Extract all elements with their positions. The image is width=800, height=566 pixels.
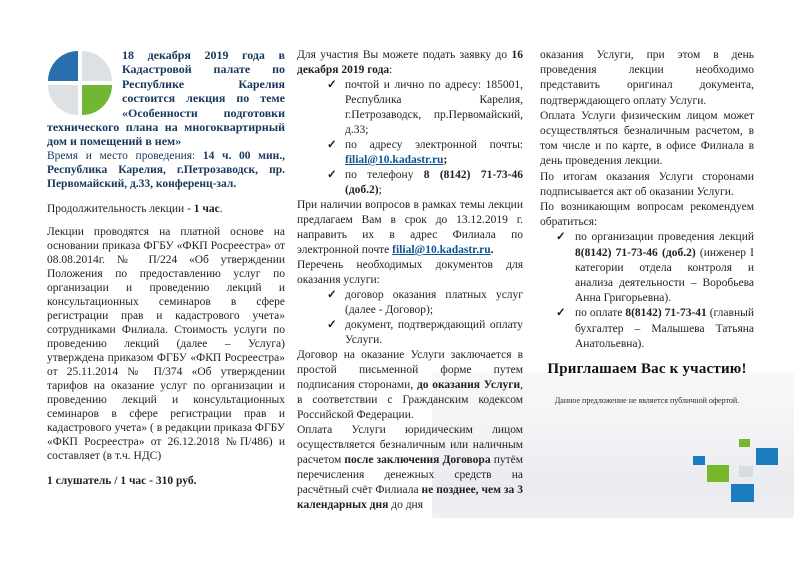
column-application (297, 48, 523, 513)
email-semicolon: ; (443, 154, 448, 166)
org-contact-person: (инженер I категории отдела контроля и анализа деятельности – Воробьева Анна Григорьевна). (575, 246, 755, 305)
apply-colon: : (389, 64, 393, 76)
questions-paragraph (297, 198, 523, 258)
list-item-payment-contact (540, 306, 754, 352)
list-item-postal-address (297, 78, 523, 138)
payment-text: Оплата Услуги юридическим лицом осуществляется безналичным или наличным расчетом (297, 424, 523, 466)
decorative-square-blue-large-2 (731, 484, 754, 502)
contract-tail: , в соответствии с Гражданским кодексом Российской Федерации. (297, 379, 523, 421)
individual-payment-paragraph: Оплата Услуги физическим лицом может осуществляться безналичным расчетом, в том числе и по карте, в офисе Филиала в день проведения лекции. (540, 109, 754, 168)
legal-entity-payment-paragraph (297, 423, 523, 513)
phone-number: 8 (8142) 71-73-46 (доб.2) (345, 169, 523, 196)
venue-label: Время и место проведения: (47, 149, 203, 162)
questions-period: . (490, 244, 494, 256)
invitation-heading: Приглашаем Вас к участию! (547, 361, 747, 378)
checkmark-icon: ✓ (327, 169, 337, 181)
duration-info (47, 202, 285, 216)
list-item-contract (297, 288, 523, 318)
payment-bold-1: после заключения Договора (344, 454, 491, 466)
contacts-list (540, 230, 754, 352)
checkmark-icon: ✓ (556, 231, 566, 244)
pay-contact-person: (главный бухгалтер – Малышева Татьяна Анатольевна). (575, 307, 754, 350)
email-link[interactable]: filial@10.kadastr.ru (392, 244, 491, 256)
offer-disclaimer: Данное предложение не является публичной офертой. (554, 396, 740, 406)
org-contact-label: по организации проведения лекций (575, 231, 754, 244)
checkmark-icon: ✓ (327, 289, 337, 301)
decorative-square-gray (739, 466, 753, 477)
email-label: по адресу электронной почты: (345, 139, 523, 151)
apply-deadline: 16 декабря 2019 года (297, 49, 523, 76)
org-contact-phone: 8(8142) 71-73-46 (доб.2) (575, 246, 696, 259)
list-item-organization-contact (540, 230, 754, 306)
checkmark-icon: ✓ (327, 319, 337, 331)
column-announcement (47, 48, 285, 488)
lecture-announcement (47, 48, 285, 149)
service-day-paragraph: оказания Услуги, при этом в день проведения лекции необходимо представить оригинал документа, подтверждающего оплату Услуги. (540, 49, 754, 107)
payment-bold-2: не позднее, чем за 3 календарных дня (297, 484, 523, 511)
act-paragraph: По итогам оказания Услуги сторонами подписывается акт об оказании Услуги. (540, 170, 754, 198)
apply-intro-text: Для участия Вы можете подать заявку до (297, 49, 512, 61)
announcement-text: 18 декабря 2019 года в Кадастровой палате по Республике Карелия состоится лекция по теме «Особенности подготовки технического плана на многоквартирный дом и помещений в нем» (47, 48, 285, 149)
legal-text: Лекции проводятся на платной основе на основании приказа ФГБУ «ФКП Росреестра» от 08.08.2014г. № П/224 «Об утверждении Положения по предоставлению услуг по организации и проведению лекций и консультационных семинаров в сфере регистрации прав и кадастрового учета» сотрудниками Филиала. Стоимость услуги по проведению лекций (далее – Услуга) утверждена приказом ФГБУ «ФКП Росреестра» от 25.11.2014 № П/374 «Об утверждении тарифов на оказание услуг по организации и проведению лекций и консультационных семинаров в сфере регистрации прав и кадастрового учета» ( в редакции приказа ФГБУ «ФКП Росреестра» от 26.12.2018 №П/486) и составляет (в т.ч. НДС) (47, 225, 285, 462)
column-payment-contacts (540, 48, 754, 408)
contract-bold: до оказания Услуги (416, 379, 521, 391)
phone-semicolon: ; (378, 184, 382, 196)
decorative-square-green-small (739, 439, 750, 447)
list-item-phone (297, 168, 523, 198)
postal-address-text: почтой и лично по адресу: 185001, Республика Карелия, г.Петрозаводск, пр.Первомайский, д.33; (345, 79, 523, 136)
duration-period: . (219, 202, 223, 215)
payment-mid: путём перечисления денежных средств на расчётный счёт Филиала (297, 454, 523, 496)
cadastral-chamber-logo (47, 50, 113, 116)
contract-doc-text: договор оказания платных услуг (далее - Договор); (345, 289, 523, 316)
decorative-square-blue-small (693, 456, 705, 465)
duration-label: Продолжительность лекции - (47, 202, 194, 215)
checkmark-icon: ✓ (556, 307, 566, 320)
pay-contact-label: по оплате (575, 307, 626, 320)
decorative-square-blue-large-1 (756, 448, 778, 465)
apply-intro (297, 48, 523, 78)
price-line: 1 слушатель / 1 час - 310 руб. (47, 474, 197, 487)
contract-text: Договор на оказание Услуги заключается в простой письменной форме путем подписания сторонами, (297, 349, 523, 391)
checkmark-icon: ✓ (327, 139, 337, 151)
checkmark-icon: ✓ (327, 79, 337, 91)
list-item-payment-doc (297, 318, 523, 348)
documents-intro: Перечень необходимых документов для оказания услуги: (297, 259, 523, 286)
questions-text: При наличии вопросов в рамках темы лекции предлагаем Вам в срок до 13.12.2019 г. направить их в адрес Филиала по электронной почте (297, 199, 523, 256)
apply-methods-list (297, 78, 523, 198)
contacts-intro: По возникающим вопросам рекомендуем обратиться: (540, 201, 754, 229)
duration-value: 1 час (193, 202, 220, 215)
pay-contact-phone: 8(8142) 71-73-41 (625, 307, 707, 320)
documents-list (297, 288, 523, 348)
contract-paragraph (297, 348, 523, 423)
payment-tail: до дня (388, 499, 423, 511)
payment-doc-text: документ, подтверждающий оплату Услуги. (345, 319, 523, 346)
list-item-email (297, 138, 523, 168)
phone-label: по телефону (345, 169, 424, 181)
decorative-square-green-large (707, 465, 729, 482)
email-link[interactable]: filial@10.kadastr.ru (345, 154, 444, 166)
venue-info (47, 149, 285, 191)
venue-value: 14 ч. 00 мин., Республика Карелия, г.Петрозаводск, пр. Первомайский, д.33, конференц-зал. (47, 149, 285, 190)
